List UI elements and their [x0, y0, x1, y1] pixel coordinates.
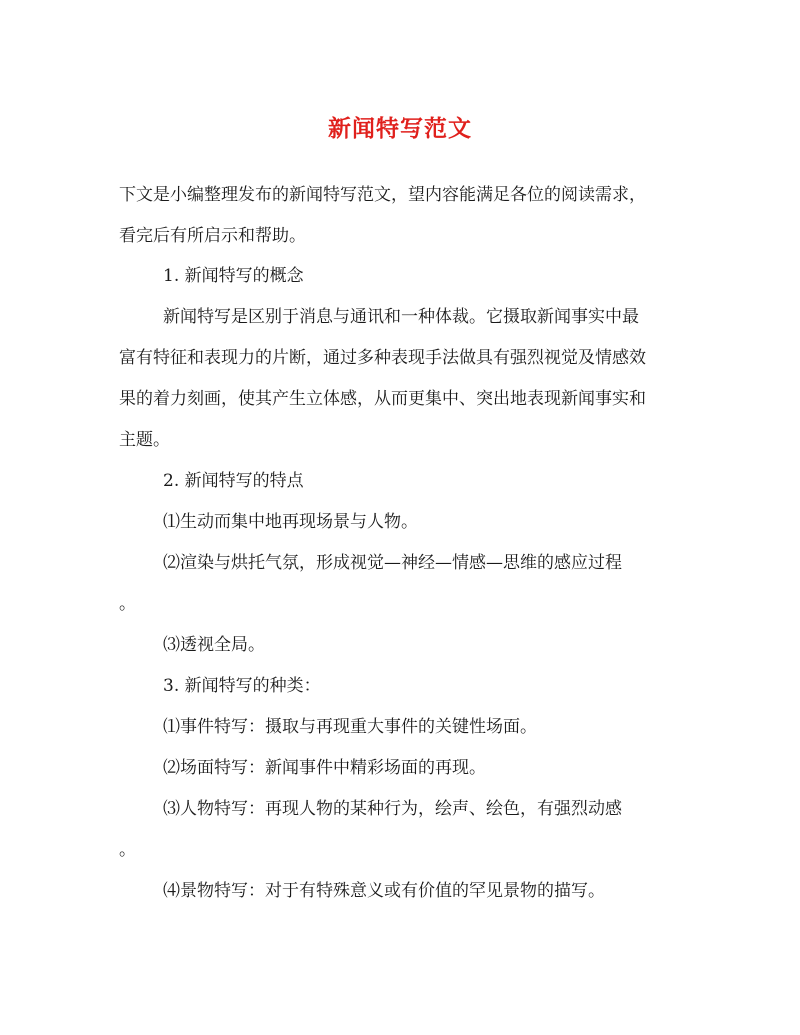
page-title: 新闻特写范文 [328, 115, 472, 142]
feature-item-2-continuation: 。 [119, 594, 136, 614]
type-item-1: ⑴事件特写：摄取与再现重大事件的关键性场面。 [163, 717, 537, 737]
intro-line-2: 看完后有所启示和帮助。 [119, 226, 306, 246]
type-item-4: ⑷景物特写：对于有特殊意义或有价值的罕见景物的描写。 [163, 881, 605, 901]
intro-line-1: 下文是小编整理发布的新闻特写范文，望内容能满足各位的阅读需求， [119, 185, 646, 205]
feature-item-1: ⑴生动而集中地再现场景与人物。 [163, 512, 418, 532]
feature-item-3: ⑶透视全局。 [163, 635, 265, 655]
concept-paragraph-line-2: 富有特征和表现力的片断，通过多种表现手法做具有强烈视觉及情感效 [119, 348, 646, 368]
type-item-2: ⑵场面特写：新闻事件中精彩场面的再现。 [163, 758, 486, 778]
concept-paragraph-line-1: 新闻特写是区别于消息与通讯和一种体裁。它摄取新闻事实中最 [163, 307, 639, 327]
type-item-3-continuation: 。 [119, 840, 136, 860]
feature-item-2: ⑵渲染与烘托气氛，形成视觉—神经—情感—思维的感应过程 [163, 553, 622, 573]
concept-paragraph-line-4: 主题。 [119, 430, 170, 450]
section-heading-features: 2. 新闻特写的特点 [163, 471, 304, 491]
type-item-3: ⑶人物特写：再现人物的某种行为，绘声、绘色，有强烈动感 [163, 799, 622, 819]
section-heading-concept: 1. 新闻特写的概念 [163, 266, 304, 286]
section-heading-types: 3. 新闻特写的种类： [163, 676, 321, 696]
concept-paragraph-line-3: 果的着力刻画，使其产生立体感，从而更集中、突出地表现新闻事实和 [119, 389, 646, 409]
